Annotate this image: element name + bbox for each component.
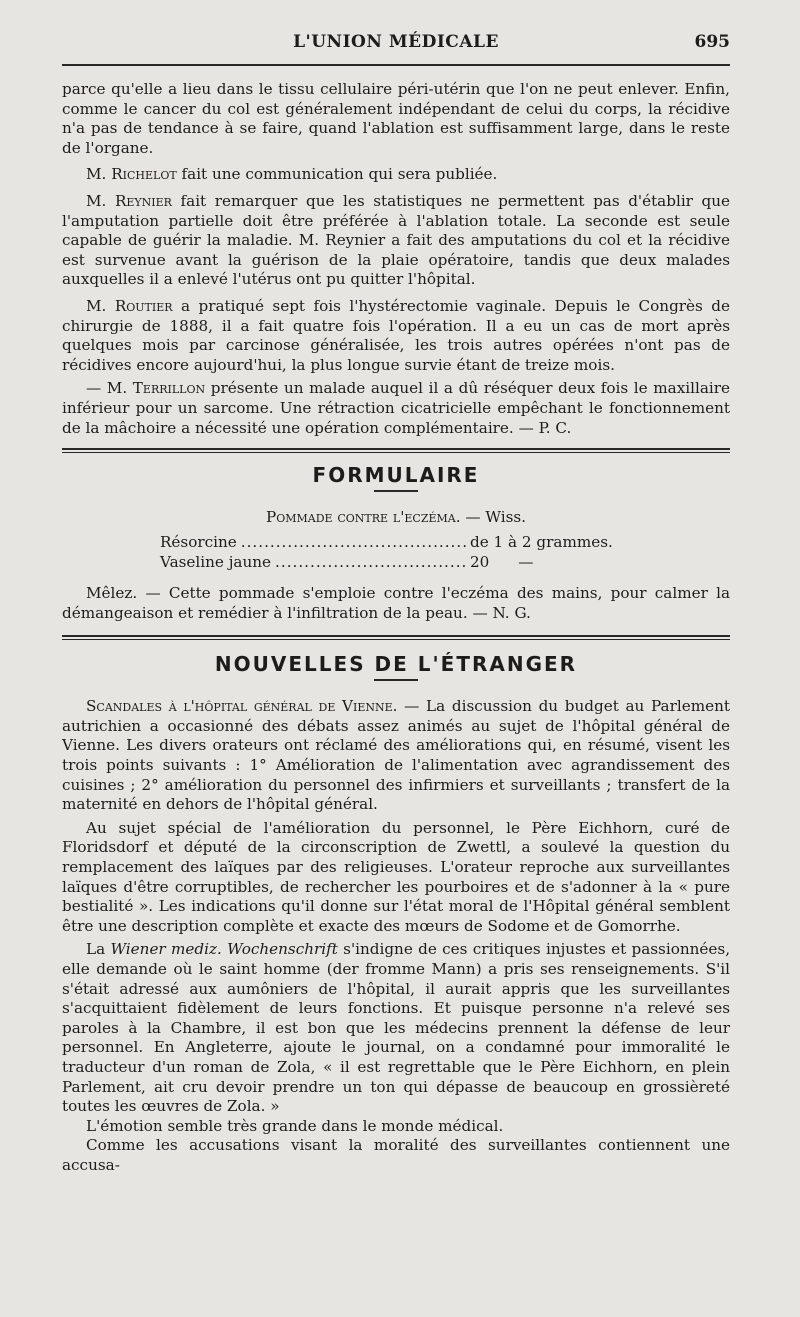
paragraph-text: — La discussion du budget au Parlement autrichien a occasionné des débats assez animés au sujet de l'hôpital général de Vienne. Les divers orateurs ont réclamé des améliorations qui, en résumé, visent les trois points suivants : 1° Amélioration de l'alimentation avec agrandissement des cuisines ; 2° amélioration du personnel des infirmiers et surveillants ; transfert de la maternité en dehors de l'hôpital général. xyxy=(62,697,730,814)
section-separator xyxy=(62,448,730,453)
paragraph-accusations: Comme les accusations visant la moralité des surveillantes contiennent une accusa- xyxy=(62,1136,730,1174)
paragraph-text: a pratiqué sept fois l'hystérectomie vaginale. Depuis le Congrès de chirurgie de 1888, il a fait quatre fois l'opération. Il a eu un cas de mort après quelques mois par carcinose généralisée, les trois autres opérées n'ont pas de récidives encore aujourd'hui, la plus longue survie étant de treize mois. xyxy=(62,296,730,374)
leader-dots xyxy=(275,552,466,572)
heading-underline xyxy=(374,679,418,681)
section-heading-formulaire: FORMULAIRE xyxy=(312,463,480,488)
ingredient-name: Vaseline jaune xyxy=(160,553,272,572)
recipe-ingredients xyxy=(160,532,620,572)
paragraph-reynier xyxy=(62,192,730,290)
ingredient-name: Résorcine xyxy=(160,533,237,552)
ingredient-row xyxy=(160,532,620,552)
recipe-title xyxy=(62,508,730,526)
speaker-name: M. Routier xyxy=(86,296,173,315)
journal-name: Wiener mediz. Wochenschrift xyxy=(110,940,338,959)
paragraph-scandales xyxy=(62,697,730,815)
leader-dots xyxy=(241,532,466,552)
paragraph-terrillon xyxy=(62,379,730,438)
paragraph-wiener xyxy=(62,940,730,1116)
paragraph-richelot xyxy=(62,165,730,185)
paragraph-text: fait remarquer que les statistiques ne permettent pas d'établir que l'amputation partielle doit être préférée à l'ablation totale. La seconde est seule capable de guérir la maladie. M. Reynier a fait des amputations du col et la récidive est survenue avant la guérison de la plaie opératoire, tandis que deux malades auxquelles il a enlevé l'utérus ont pu quitter l'hôpital. xyxy=(62,191,730,289)
paragraph-eichhorn: Au sujet spécial de l'amélioration du personnel, le Père Eichhorn, curé de Floridsdorf et député de la circonscription de Zwettl, a soulevé la question du remplacement des laïques par des religieuses. L'orateur reproche aux surveillantes laïques d'être corruptibles, de rechercher les pourboires et de s'adonner à la « pure bestialité ». Les indications qu'il donne sur l'état moral de l'Hôpital général semblent être une description complète et exacte des mœurs de Sodome et de Gomorrhe. xyxy=(62,818,730,935)
page-number: 695 xyxy=(694,32,730,52)
dash-prefix: — M. xyxy=(86,379,133,398)
heading-underline xyxy=(374,490,418,492)
page-header xyxy=(62,30,730,66)
speaker-name: M. Richelot xyxy=(86,165,177,184)
ingredient-row xyxy=(160,552,620,572)
paragraph-text: présente un malade auquel il a dû réséquer deux fois le maxillaire inférieur pour un sarcome. Une rétraction cicatricielle empêchant le fonctionnement de la mâchoire a nécessité une opération complémentaire. — P. C. xyxy=(62,379,730,437)
section-heading-etranger: NOUVELLES DE L'ÉTRANGER xyxy=(214,652,578,677)
article-title: Scandales à l'hôpital général de Vienne. xyxy=(86,697,398,716)
speaker-name: M. Reynier xyxy=(86,191,172,210)
journal-title: L'UNION MÉDICALE xyxy=(293,32,499,52)
paragraph-col-cancer: parce qu'elle a lieu dans le tissu cellulaire péri-utérin que l'on ne peut enlever. Enfin, comme le cancer du col est généralement indépendant de celui du corps, la récidive n'a pas de tendance à se faire, quand l'ablation est suffisamment large, dans le reste de l'organe. xyxy=(62,80,730,157)
recipe-instructions: Mêlez. — Cette pommade s'emploie contre l'eczéma des mains, pour calmer la démangeaison et remédier à l'infiltration de la peau. — N. G. xyxy=(62,584,730,622)
section-separator xyxy=(62,635,730,640)
paragraph-text: s'indigne de ces critiques injustes et passionnées, elle demande où le saint homme (der fromme Mann) a pris ses renseignements. S'il s'était adressé aux aumôniers de l'hôpital, il aurait appris que les surveillantes s'acquittaient fidèlement de leurs fonctions. Et puisque personne n'a relevé ses paroles à la Chambre, il est bon que les médecins prennent la défense de leur personnel. En Angleterre, ajoute le journal, on a condamné pour immoralité le traducteur d'un roman de Zola, « il est regrettable que le Père Eichhorn, en plein Parlement, ait cru devoir prendre un ton qui dépasse de beaucoup en grossièreté toutes les œuvres de Zola. » xyxy=(62,940,731,1116)
ingredient-dose: 20 — xyxy=(470,553,534,572)
paragraph-emotion: L'émotion semble très grande dans le monde médical. xyxy=(86,1116,504,1135)
speaker-name: Terrillon xyxy=(132,379,206,398)
paragraph-text: fait une communication qui sera publiée. xyxy=(176,165,498,184)
recipe-author: — Wiss. xyxy=(460,508,527,527)
paragraph-routier xyxy=(62,297,730,375)
ingredient-dose: de 1 à 2 grammes. xyxy=(470,533,613,552)
recipe-name: Pommade contre l'eczéma. xyxy=(265,508,461,527)
paragraph-text: La xyxy=(86,940,111,959)
